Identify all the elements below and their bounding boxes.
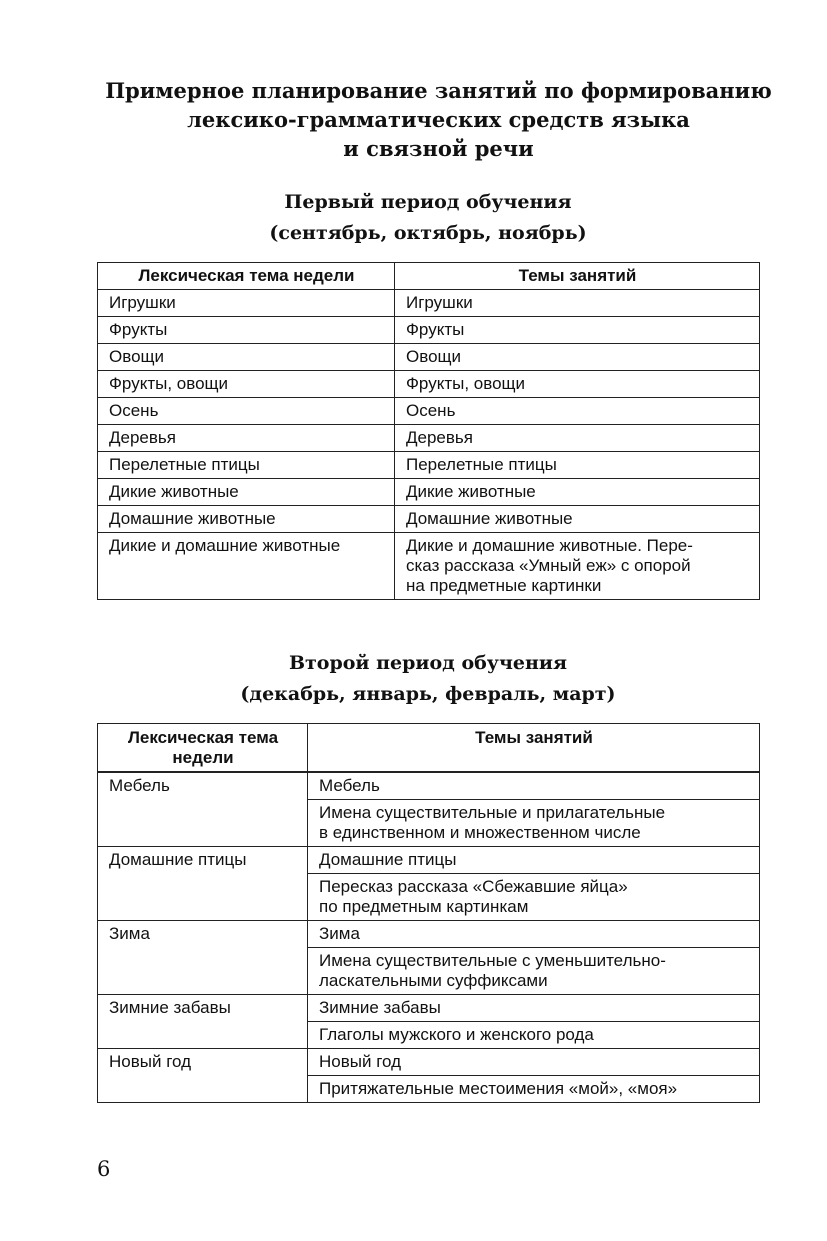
- lesson-cell: Зима: [308, 921, 760, 948]
- lesson-cell: Домашние птицы: [308, 847, 760, 874]
- topic-cell: Домашние птицы: [98, 847, 308, 921]
- table-row: [98, 533, 760, 600]
- lesson-cell: Зимние забавы: [308, 995, 760, 1022]
- header-lexical-topic: Лексическая тема недели: [98, 263, 395, 290]
- lesson-line: Пересказ рассказа «Сбежавшие яйца»: [319, 877, 628, 896]
- topic-cell: Дикие животные: [98, 479, 395, 506]
- main-title-line-2: лексико-грамматических средств языка: [187, 107, 690, 132]
- lesson-cell: Осень: [395, 398, 760, 425]
- period-2-title: [98, 648, 758, 710]
- lesson-cell: Мебель: [308, 772, 760, 800]
- table-row: [98, 995, 760, 1022]
- lesson-cell: Дикие животные: [395, 479, 760, 506]
- table-row: [98, 452, 760, 479]
- period-1-title-line-1: Первый период обучения: [284, 191, 572, 213]
- table-row: [98, 479, 760, 506]
- main-title-line-1: Примерное планирование занятий по формированию: [105, 78, 772, 103]
- lesson-cell: Фрукты, овощи: [395, 371, 760, 398]
- lesson-cell: Перелетные птицы: [395, 452, 760, 479]
- lesson-line: Имена существительные с уменьшительно-: [319, 951, 666, 970]
- lesson-line: сказ рассказа «Умный еж» с опорой: [406, 556, 691, 575]
- lesson-line: Имена существительные и прилагательные: [319, 803, 666, 822]
- lesson-line: Дикие и домашние животные. Пере-: [406, 536, 693, 555]
- header-lexical-topic: [98, 724, 308, 773]
- lesson-cell: Фрукты: [395, 317, 760, 344]
- lesson-cell: Игрушки: [395, 290, 760, 317]
- lesson-cell: Притяжательные местоимения «мой», «моя»: [308, 1076, 760, 1103]
- page-number: 6: [97, 1157, 111, 1181]
- period-1-title-line-2: (сентябрь, октябрь, ноябрь): [269, 222, 587, 244]
- lesson-cell: Новый год: [308, 1049, 760, 1076]
- lesson-cell: [308, 800, 760, 847]
- header-line: Лексическая тема: [127, 728, 279, 747]
- topic-cell: Перелетные птицы: [98, 452, 395, 479]
- header-lesson-topics: Темы занятий: [395, 263, 760, 290]
- table-row: [98, 847, 760, 874]
- lesson-cell: Домашние животные: [395, 506, 760, 533]
- table-header-row: [98, 263, 760, 290]
- lesson-cell: [308, 948, 760, 995]
- main-title-line-3: и связной речи: [343, 136, 534, 161]
- lesson-line: в единственном и множественном числе: [319, 823, 641, 842]
- period-1-title: [98, 187, 758, 249]
- table-header-row: [98, 724, 760, 773]
- table-row: [98, 772, 760, 800]
- table-row: [98, 290, 760, 317]
- topic-cell: Мебель: [98, 772, 308, 847]
- topic-cell: Деревья: [98, 425, 395, 452]
- table-row: [98, 344, 760, 371]
- lesson-line: по предметным картинкам: [319, 897, 529, 916]
- lesson-line: ласкательными суффиксами: [319, 971, 548, 990]
- header-line: недели: [172, 748, 234, 767]
- table-row: [98, 317, 760, 344]
- topic-cell: Фрукты, овощи: [98, 371, 395, 398]
- table-row: [98, 398, 760, 425]
- lesson-line: на предметные картинки: [406, 576, 602, 595]
- table-row: [98, 371, 760, 398]
- topic-cell: Игрушки: [98, 290, 395, 317]
- topic-cell: Зима: [98, 921, 308, 995]
- period-2-table: [97, 723, 760, 1103]
- period-2-title-line-2: (декабрь, январь, февраль, март): [240, 683, 616, 705]
- topic-cell: Зимние забавы: [98, 995, 308, 1049]
- table-row: [98, 1049, 760, 1076]
- topic-cell: Новый год: [98, 1049, 308, 1103]
- header-lesson-topics: Темы занятий: [308, 724, 760, 773]
- main-title: [60, 76, 817, 163]
- table-row: [98, 921, 760, 948]
- lesson-cell: [308, 874, 760, 921]
- table-row: [98, 506, 760, 533]
- table-row: [98, 425, 760, 452]
- topic-cell: Дикие и домашние животные: [98, 533, 395, 600]
- topic-cell: Овощи: [98, 344, 395, 371]
- lesson-cell: Глаголы мужского и женского рода: [308, 1022, 760, 1049]
- lesson-cell: [395, 533, 760, 600]
- lesson-cell: Деревья: [395, 425, 760, 452]
- topic-cell: Фрукты: [98, 317, 395, 344]
- period-2-title-line-1: Второй период обучения: [288, 652, 568, 674]
- topic-cell: Осень: [98, 398, 395, 425]
- topic-cell: Домашние животные: [98, 506, 395, 533]
- period-1-table: [97, 262, 760, 600]
- lesson-cell: Овощи: [395, 344, 760, 371]
